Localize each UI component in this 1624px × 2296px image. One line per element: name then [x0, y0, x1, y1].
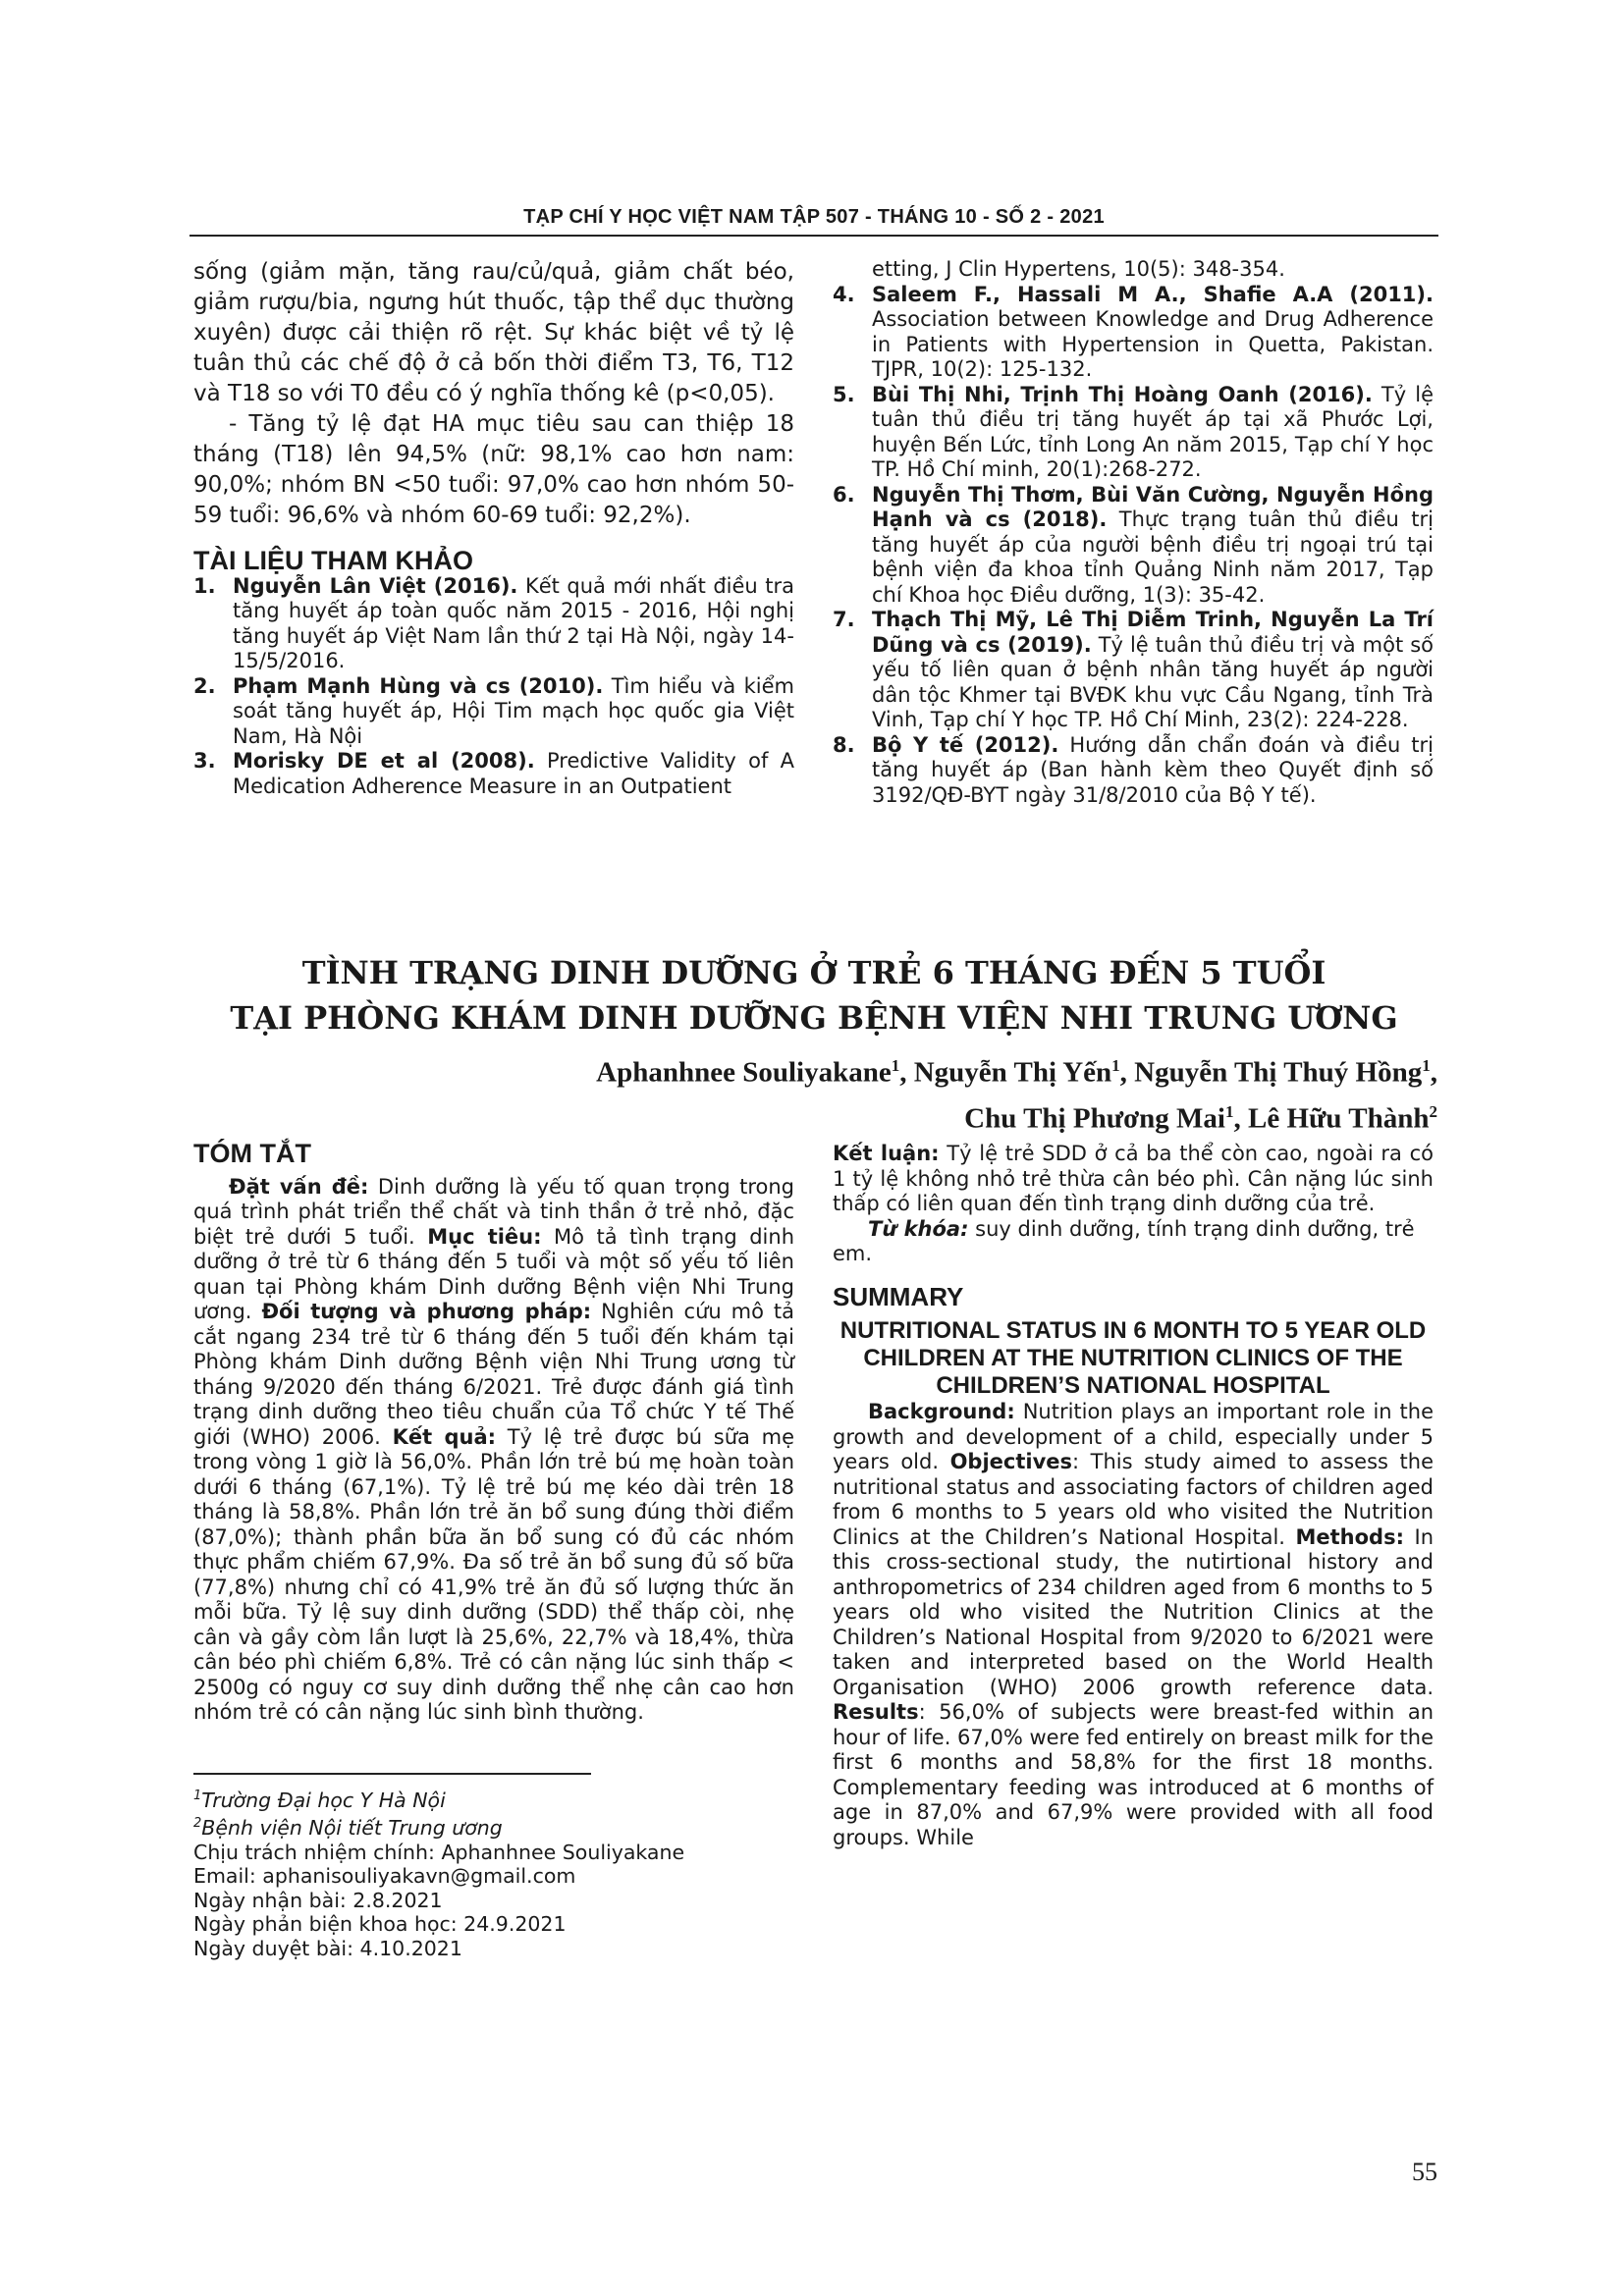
reference-item	[833, 733, 1434, 809]
journal-header: TẠP CHÍ Y HỌC VIỆT NAM TẬP 507 - THÁNG 10 - SỐ 2 - 2021	[523, 206, 1105, 228]
prev-article-left-column	[193, 257, 794, 799]
affiliation-2: Bệnh viện Nội tiết Trung ương	[201, 1816, 503, 1841]
reference-authors: Phạm Mạnh Hùng và cs (2010).	[233, 673, 604, 698]
summary-text: Nutrition plays an important role in the growth and development of a child, especially under 5 years old.	[833, 1400, 1434, 1473]
reference-item	[833, 608, 1434, 733]
reference-number: 5.	[833, 382, 855, 406]
article-title	[191, 950, 1436, 1041]
reference-item	[833, 483, 1434, 609]
reference-text: Hướng dẫn chẩn đoán và điều trị tăng huyết áp (Ban hành kèm theo Quyết định số 3192/QĐ-BYT ngày 31/8/2010 của Bộ Y tế).	[872, 732, 1435, 807]
footnotes: $^1$Trường Đại học Y Hà Nội $^2$Bệnh viện Nội tiết Trung ương Chịu trách nhiệm chính: Aphanhnee Souliyakane Email: aphanisouliyakavn@gmail.com Ngày nhận bài: 2.8.2021 Ngày phản biện khoa học: 24.9.2021 Ngày duyệt bài: 4.10.2021	[193, 1785, 822, 1960]
reference-text: Thực trạng tuân thủ điều trị tăng huyết áp của người bệnh điều trị ngoại trú tại bệnh viện đa khoa tỉnh Quảng Ninh năm 2017, Tạp chí Khoa học Điều dưỡng, 1(3): 35-42.	[872, 507, 1434, 607]
abstract-continued	[833, 1142, 1434, 1217]
author-name: Nguyễn Thị Thuý Hồng	[1134, 1056, 1423, 1089]
reference-number: 7.	[833, 608, 855, 631]
summary-body	[833, 1400, 1434, 1850]
prev-article-paragraph: - Tăng tỷ lệ đạt HA mục tiêu sau can thiệp 18 tháng (T18) lên 94,5% (nữ: 98,1% cao hơn nam: 90,0%; nhóm BN <50 tuổi: 97,0% cao hơn nhóm 50-59 tuổi: 96,6% và nhóm 60-69 tuổi: 92,2%).	[193, 411, 794, 528]
reference-item	[833, 383, 1434, 483]
author-affiliation-mark: 2	[1429, 1101, 1437, 1121]
reference-text: Tỷ lệ tuân thủ điều trị tăng huyết áp tại xã Phước Lợi, huyện Bến Lức, tỉnh Long An năm 2015, Tạp chí Y học TP. Hồ Chí minh, 20(1):268-272.	[872, 382, 1434, 481]
footnote-rule	[193, 1773, 591, 1775]
author-affiliation-mark: 1	[1422, 1056, 1431, 1075]
references-heading: TÀI LIỆU THAM KHẢO	[193, 546, 473, 575]
reference-number: 1.	[193, 573, 216, 598]
abstract-label: Kết luận:	[833, 1142, 940, 1165]
corresponding-email: Email: aphanisouliyakavn@gmail.com	[193, 1864, 576, 1889]
reference-number: 6.	[833, 482, 855, 507]
abstract-label: Mục tiêu:	[427, 1224, 542, 1249]
reference-authors: Nguyễn Thị Thơm, Bùi Văn Cường, Nguyễn Hồng Hạnh và cs (2018).	[872, 482, 1434, 531]
article-title-line: TÌNH TRẠNG DINH DƯỠNG Ở TRẺ 6 THÁNG ĐẾN 5 TUỔI	[301, 954, 1326, 991]
reference-authors: Nguyễn Lân Việt (2016).	[233, 573, 518, 598]
authors-line	[596, 1093, 1437, 1139]
summary-heading: SUMMARY	[833, 1281, 964, 1311]
reference-number: 4.	[833, 282, 855, 306]
abstract-label: Đối tượng và phương pháp:	[261, 1300, 592, 1323]
affiliation-1: Trường Đại học Y Hà Nội	[201, 1788, 446, 1812]
reference-text: Association between Knowledge and Drug Adherence in Patients with Hypertension in Quetta, Pakistan. TJPR, 10(2): 125-132.	[872, 307, 1434, 381]
author-affiliation-mark: 1	[1224, 1101, 1234, 1121]
reference-text: Tìm hiểu và kiểm soát tăng huyết áp, Hội Tim mạch học quốc gia Việt Nam, Hà Nội	[233, 673, 794, 748]
author-separator: ,	[1233, 1102, 1248, 1135]
reference-authors: Bộ Y tế (2012).	[872, 732, 1059, 757]
author-name: Lê Hữu Thành	[1247, 1102, 1430, 1135]
reference-number: 8.	[833, 732, 855, 757]
reference-authors: Morisky DE et al (2008).	[233, 749, 535, 773]
reference-text: Tỷ lệ tuân thủ điều trị và một số yếu tố liên quan ở bệnh nhân tăng huyết áp người dân tộc Khmer tại BVĐK khu vực Cầu Ngang, tỉnh Trà Vinh, Tạp chí Y học TP. Hồ Chí Minh, 23(2): 224-228.	[872, 632, 1434, 731]
summary-text: In this cross-sectional study, the nutirtional history and anthropometrics of 234 children aged from 6 months to 5 years old who visited the Nutrition Clinics at the Children’s National Hospital from 9/2020 to 6/2021 were taken and interpreted based on the World Health Organisation (WHO) 2006 growth reference data.	[833, 1524, 1435, 1699]
abstract-label: Kết quả:	[392, 1424, 497, 1449]
reviewed-date: Ngày phản biện khoa học: 24.9.2021	[193, 1912, 567, 1937]
prev-article-paragraph: sống (giảm mặn, tăng rau/củ/quả, giảm chất béo, giảm rượu/bia, ngưng hút thuốc, tập thể dục thường xuyên) được cải thiện rõ rệt. Sự khác biệt về tỷ lệ tuân thủ các chế độ ở cả bốn thời điểm T3, T6, T12 và T18 so với T0 đều có ý nghĩa thống kê (p<0,05).	[193, 259, 794, 406]
summary-text: : This study aimed to assess the nutritional status and associating factors of children aged from 6 months to 5 years old who visited the Nutrition Clinics at the Children’s National Hospital.	[833, 1450, 1434, 1549]
author-name: Chu Thị Phương Mai	[964, 1102, 1225, 1135]
keywords-text: suy dinh dưỡng, tính trạng dinh dưỡng, trẻ em.	[833, 1216, 1415, 1265]
abstract-body	[193, 1175, 794, 1726]
reference-text: Kết quả mới nhất điều tra tăng huyết áp toàn quốc năm 2015 - 2016, Hội nghị tăng huyết áp Việt Nam lần thứ 2 tại Hà Nội, ngày 14- 15/5/2016.	[233, 573, 795, 672]
reference-text: Predictive Validity of A Medication Adherence Measure in an Outpatient	[233, 749, 794, 798]
author-affiliation-mark: 1	[891, 1056, 900, 1075]
reference-authors: Bùi Thị Nhi, Trịnh Thị Hoàng Oanh (2016).	[872, 382, 1373, 406]
summary-label: Methods:	[1295, 1524, 1404, 1549]
keywords-label: Từ khóa:	[868, 1216, 969, 1241]
reference-item	[833, 283, 1434, 383]
summary-title: NUTRITIONAL STATUS IN 6 MONTH TO 5 YEAR OLD CHILDREN AT THE NUTRITION CLINICS OF THE CHILDREN’S NATIONAL HOSPITAL	[839, 1317, 1427, 1399]
reference-item	[193, 574, 794, 674]
author-name: Aphanhnee Souliyakane	[596, 1056, 892, 1089]
abstract-text: Tỷ lệ trẻ được bú sữa mẹ trong vòng 1 giờ là 56,0%. Phần lớn trẻ bú mẹ hoàn toàn dưới 6 tháng (67,1%). Tỷ lệ trẻ bú mẹ kéo dài trên 18 tháng là 58,8%. Phần lớn trẻ ăn bổ sung đúng thời điểm (87,0%); thành phần bữa ăn bổ sung có đủ các nhóm thực phẩm chiếm 67,9%. Đa số trẻ ăn bổ sung đủ số bữa (77,8%) nhưng chỉ có 41,9% trẻ ăn đủ số lượng thức ăn mỗi bữa. Tỷ lệ suy dinh dưỡng (SDD) thể thấp còi, nhẹ cân và gầy còm lần lượt là 25,6%, 22,7% và 18,4%, thừa cân béo phì chiếm 6,8%. Trẻ có cân nặng lúc sinh thấp < 2500g có nguy cơ suy dinh dưỡng thể nhẹ cân cao hơn nhóm trẻ có cân nặng lúc sinh bình thường.	[193, 1424, 794, 1724]
accepted-date: Ngày duyệt bài: 4.10.2021	[193, 1936, 462, 1960]
page-number: 55	[1412, 2158, 1437, 2186]
summary-label: Objectives	[949, 1450, 1073, 1473]
reference-number: 2.	[193, 673, 216, 698]
summary-column	[833, 1142, 1434, 1850]
reference-item	[193, 674, 794, 750]
abstract-text: Tỷ lệ trẻ SDD ở cả ba thể còn cao, ngoài ra có 1 tỷ lệ không nhỏ trẻ thừa cân béo phì. Cân nặng lúc sinh thấp có liên quan đến tình trạng dinh dưỡng của trẻ.	[833, 1142, 1434, 1215]
received-date: Ngày nhận bài: 2.8.2021	[193, 1888, 443, 1912]
reference-authors: Thạch Thị Mỹ, Lê Thị Diễm Trinh, Nguyễn La Trí Dũng và cs (2019).	[872, 608, 1434, 657]
author-separator: ,	[1430, 1056, 1437, 1089]
author-name: Nguyễn Thị Yến	[913, 1056, 1112, 1089]
author-affiliation-mark: 1	[1111, 1056, 1120, 1075]
article-title-line: TẠI PHÒNG KHÁM DINH DƯỠNG BỆNH VIỆN NHI TRUNG ƯƠNG	[230, 999, 1398, 1037]
abstract-label: Đặt vấn đề:	[229, 1174, 369, 1199]
reference-continuation: etting, J Clin Hypertens, 10(5): 348-354.	[872, 257, 1285, 281]
abstract-text: Dinh dưỡng là yếu tố quan trọng trong quá trình phát triển thể chất và tinh thần ở trẻ nhỏ, đặc biệt trẻ dưới 5 tuổi.	[193, 1174, 794, 1249]
keywords	[833, 1217, 1434, 1267]
reference-number: 3.	[193, 749, 216, 773]
prev-article-right-column	[833, 257, 1434, 808]
summary-label: Background:	[868, 1400, 1015, 1423]
abstract-column	[193, 1139, 795, 1726]
summary-label: Results	[833, 1700, 919, 1724]
abstract-text: Mô tả tình trạng dinh dưỡng ở trẻ từ 6 tháng đến 5 tuổi và một số yếu tố liên quan tại Phòng khám Dinh dưỡng Bệnh viện Nhi Trung ương.	[193, 1224, 795, 1323]
author-separator: ,	[899, 1056, 914, 1089]
reference-authors: Saleem F., Hassali M A., Shafie A.A (2011).	[872, 282, 1434, 306]
reference-item	[193, 749, 794, 799]
authors	[596, 1046, 1437, 1138]
corresponding-author: Chịu trách nhiệm chính: Aphanhnee Souliyakane	[193, 1840, 685, 1864]
abstract-heading: TÓM TẮT	[193, 1139, 311, 1168]
abstract-text: Nghiên cứu mô tả cắt ngang 234 trẻ từ 6 tháng đến 5 tuổi đến khám tại Phòng khám Dinh dưỡng Bệnh viện Nhi Trung ương từ tháng 9/2020 đến tháng 6/2021. Trẻ được đánh giá tình trạng dinh dưỡng theo tiêu chuẩn của Tổ chức Y tế Thế giới (WHO) 2006.	[193, 1300, 795, 1449]
author-separator: ,	[1119, 1056, 1135, 1089]
authors-line	[596, 1046, 1437, 1093]
references-list	[193, 574, 794, 800]
header-rule	[189, 235, 1438, 237]
summary-text: : 56,0% of subjects were breast-fed within an hour of life. 67,0% were fed entirely on breast milk for the first 6 months and 58,8% for the first 18 months. Complementary feeding was introduced at 6 months of age in 87,0% and 67,9% were provided with all food groups. While	[833, 1700, 1434, 1849]
references-list	[833, 283, 1434, 809]
